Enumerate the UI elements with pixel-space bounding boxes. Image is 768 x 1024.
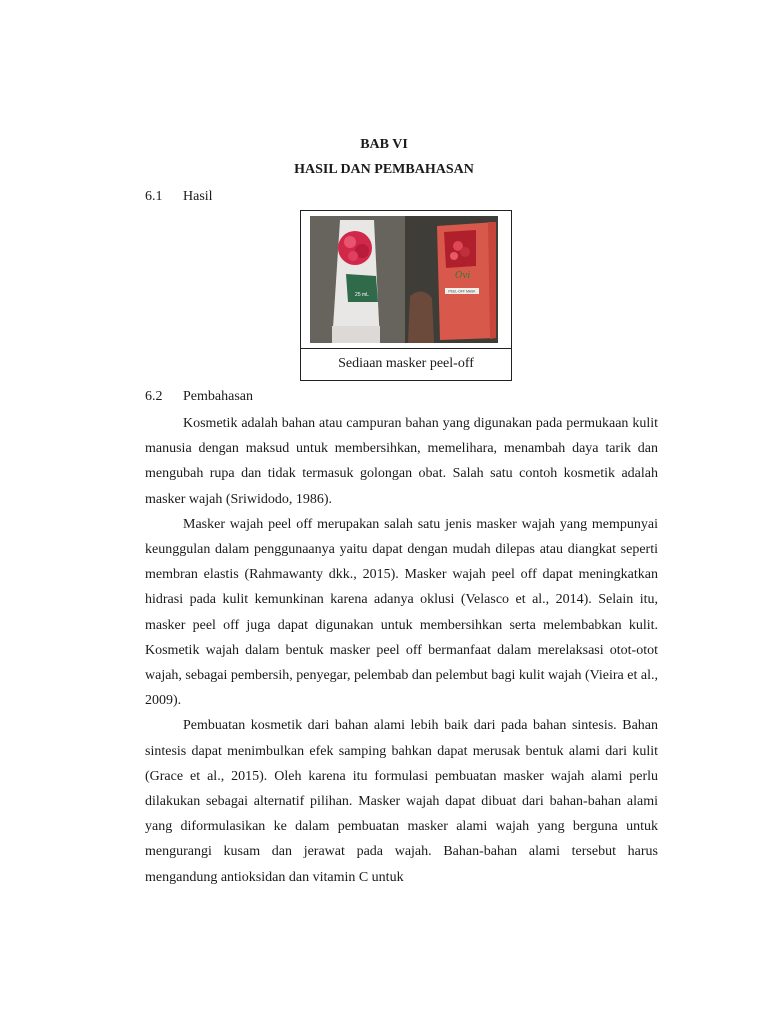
paragraph-3: Pembuatan kosmetik dari bahan alami lebih baik dari pada bahan sintesis. Bahan sintesis dapat menimbulkan efek samping bahkan dapat merusak bentuk alami dari kulit (Grace et al., 2015). Oleh karena itu formulasi pembuatan masker wajah alami perlu dilakukan sebagai alternatif pilihan. Masker wajah dapat dibuat dari bahan-bahan alami yang diformulasikan ke dalam pembuatan masker alami wajah yang berguna untuk mengurangi kusam dan jerawat pada wajah. Bahan-bahan alami tersebut harus mengandung antioksidan dan vitamin C untuk xyxy=(145,718,658,885)
box-logo: Ovi xyxy=(455,271,471,281)
box-product-label: PEEL-OFF MASK xyxy=(448,289,476,294)
product-photo xyxy=(310,216,498,343)
tube-volume-label: 25 mL xyxy=(355,292,369,298)
figure-box xyxy=(300,210,512,381)
box-product xyxy=(437,222,496,340)
section-number-pembahasan: 6.2 xyxy=(145,389,163,404)
body-text xyxy=(145,411,658,890)
section-number-hasil: 6.1 xyxy=(145,189,163,204)
paragraph-2: Masker wajah peel off merupakan salah satu jenis masker wajah yang mempunyai keunggulan dalam penggunaanya yaitu dapat dengan mudah dilepas atau diangkat seperti membran elastis (Rahmawanty dkk., 2015). Masker wajah peel off dapat meningkatkan hidrasi pada kulit kemunkinan karena adanya oklusi (Velasco et al., 2014). Selain itu, masker peel off juga dapat digunakan untuk membersihkan serta melembabkan kulit. Kosmetik wajah dalam bentuk masker peel off bermanfaat dalam merelaksasi otot-otot wajah, sebagai pembersih, penyegar, pelembab dan pelembut bagi kulit wajah (Vieira et al., 2009). xyxy=(145,516,658,709)
tube-product xyxy=(332,220,380,343)
section-title-pembahasan: Pembahasan xyxy=(183,389,253,404)
paragraph-1: Kosmetik adalah bahan atau campuran bahan yang digunakan pada permukaan kulit manusia dengan maksud untuk membersihkan, memelihara, menambah daya tarik dan mengubah rupa dan tidak termasuk golongan obat. Salah satu contoh kosmetik adalah masker wajah (Sriwidodo, 1986). xyxy=(145,416,658,507)
chapter-label: BAB VI xyxy=(360,137,408,152)
section-title-hasil: Hasil xyxy=(183,189,213,204)
chapter-title: HASIL DAN PEMBAHASAN xyxy=(294,162,474,177)
product-photo-drawing xyxy=(310,216,498,343)
figure-caption: Sediaan masker peel-off xyxy=(300,348,512,382)
